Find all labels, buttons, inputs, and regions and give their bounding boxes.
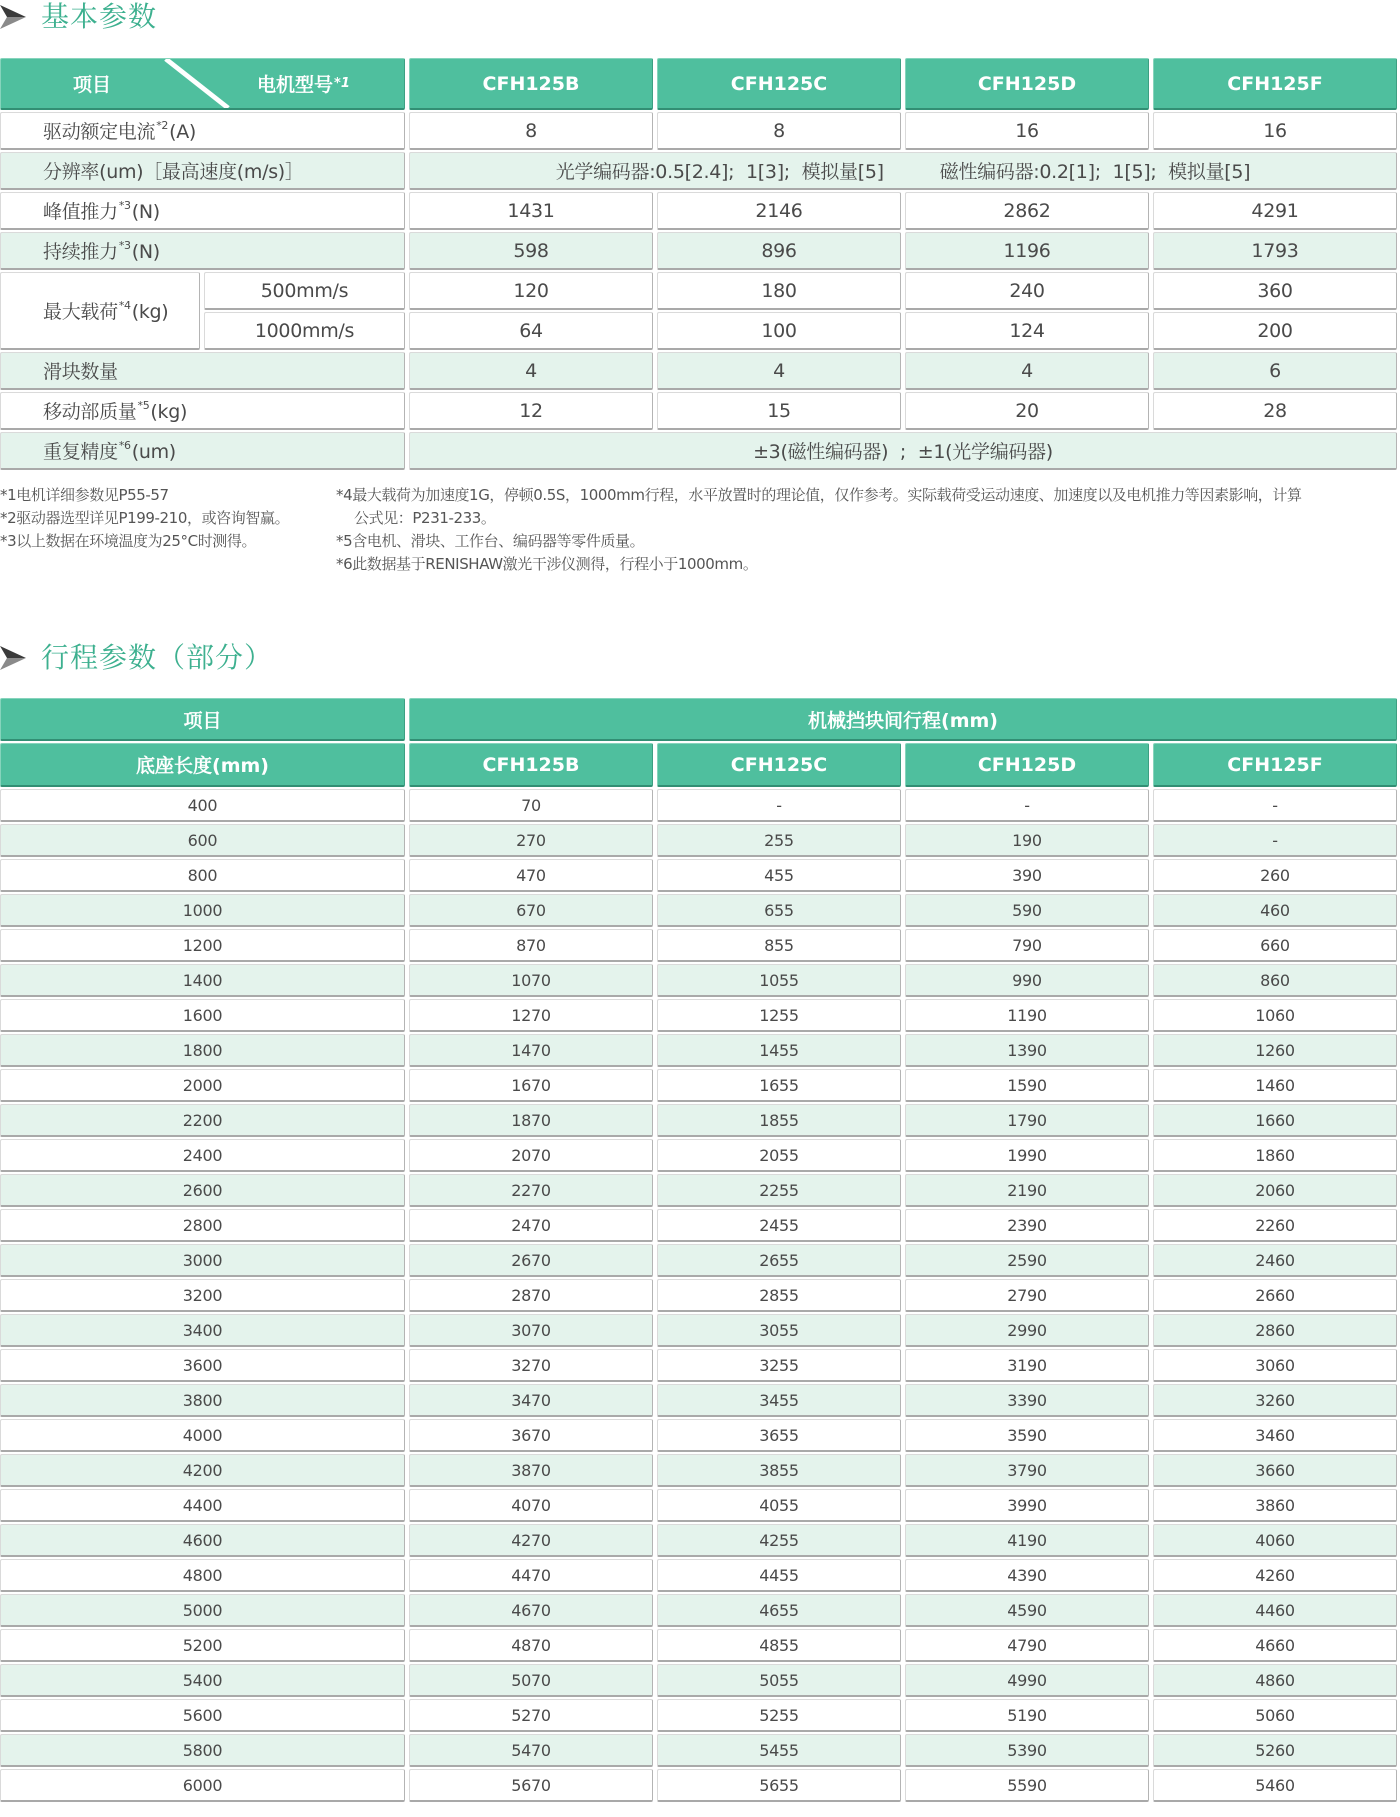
footnote: *3以上数据在环境温度为25°C时测得。: [0, 532, 257, 550]
stroke-params-table: [0, 698, 1397, 1802]
stroke-value-cfh125c: 2655: [657, 1244, 901, 1277]
stroke-value-cfh125c: 455: [657, 859, 901, 892]
stroke-value-cfh125b: 4270: [409, 1524, 653, 1557]
stroke-value-cfh125c: -: [657, 789, 901, 822]
stroke-value-cfh125f: 860: [1153, 964, 1397, 997]
resolution-value: [409, 152, 1397, 190]
peak-force-value: 1431: [409, 192, 653, 230]
stroke-value-cfh125f: -: [1153, 789, 1397, 822]
base-length-cell: 2800: [0, 1209, 405, 1242]
max-load-value: 124: [905, 312, 1149, 350]
stroke-value-cfh125f: 1660: [1153, 1104, 1397, 1137]
footnote-ref: *2: [156, 119, 169, 132]
stroke-value-cfh125b: 1670: [409, 1069, 653, 1102]
model-header-cfh125c: CFH125C: [657, 743, 901, 787]
row-label-continuous-force: [0, 232, 405, 270]
max-load-value: 100: [657, 312, 901, 350]
footnote: *6此数据基于RENISHAW激光干涉仪测得，行程小于1000mm。: [336, 555, 758, 573]
base-length-cell: 3400: [0, 1314, 405, 1347]
stroke-value-cfh125d: 2390: [905, 1209, 1149, 1242]
stroke-value-cfh125f: 4660: [1153, 1629, 1397, 1662]
footnote-ref: *3: [118, 199, 131, 212]
peak-force-value: 4291: [1153, 192, 1397, 230]
stroke-value-cfh125c: 3655: [657, 1419, 901, 1452]
base-length-cell: 3000: [0, 1244, 405, 1277]
stroke-value-cfh125c: 2255: [657, 1174, 901, 1207]
stroke-value-cfh125c: 3855: [657, 1454, 901, 1487]
stroke-value-cfh125c: 2455: [657, 1209, 901, 1242]
drive-current-value: 8: [657, 112, 901, 150]
label-text: 持续推力: [43, 241, 118, 263]
base-length-cell: 1000: [0, 894, 405, 927]
stroke-value-cfh125b: 2070: [409, 1139, 653, 1172]
item-header-label: 项目: [73, 74, 112, 96]
stroke-value-cfh125c: 5655: [657, 1769, 901, 1802]
label-group: [43, 397, 187, 424]
model-header-cfh125f: CFH125F: [1153, 743, 1397, 787]
max-load-value: 64: [409, 312, 653, 350]
stroke-value-cfh125f: 5060: [1153, 1699, 1397, 1732]
stroke-value-cfh125b: 1870: [409, 1104, 653, 1137]
stroke-value-cfh125d: 4990: [905, 1664, 1149, 1697]
base-length-cell: 800: [0, 859, 405, 892]
stroke-value-cfh125c: 855: [657, 929, 901, 962]
stroke-value-cfh125d: 5390: [905, 1734, 1149, 1767]
footnote-ref: *4: [118, 299, 131, 312]
stroke-value-cfh125d: 1190: [905, 999, 1149, 1032]
footnote: *2驱动器选型详见P199-210，或咨询智赢。: [0, 509, 290, 527]
continuous-force-value: 896: [657, 232, 901, 270]
stroke-value-cfh125f: 2860: [1153, 1314, 1397, 1347]
label-group: [43, 297, 168, 324]
label-unit: (N): [131, 201, 160, 223]
stroke-value-cfh125c: 4455: [657, 1559, 901, 1592]
base-length-cell: 5600: [0, 1699, 405, 1732]
max-load-speed-label: 500mm/s: [204, 272, 405, 310]
stroke-value-cfh125b: 470: [409, 859, 653, 892]
base-length-cell: 4600: [0, 1524, 405, 1557]
model-header-cfh125d: CFH125D: [905, 58, 1149, 110]
stroke-value-cfh125f: 2060: [1153, 1174, 1397, 1207]
stroke-value-cfh125f: -: [1153, 824, 1397, 857]
row-label-max-load: [0, 272, 200, 350]
repeatability-text: ±3(磁性编码器) ; ±1(光学编码器): [753, 441, 1053, 463]
stroke-value-cfh125f: 4060: [1153, 1524, 1397, 1557]
row-label-slider-count: [0, 352, 405, 390]
stroke-value-cfh125c: 4255: [657, 1524, 901, 1557]
drive-current-value: 16: [1153, 112, 1397, 150]
stroke-value-cfh125c: 1455: [657, 1034, 901, 1067]
stroke-value-cfh125c: 3255: [657, 1349, 901, 1382]
row-label-moving-mass: [0, 392, 405, 430]
model-header-cfh125f: CFH125F: [1153, 58, 1397, 110]
stroke-value-cfh125b: 4670: [409, 1594, 653, 1627]
stroke-value-cfh125c: 5455: [657, 1734, 901, 1767]
stroke-value-cfh125d: 3190: [905, 1349, 1149, 1382]
section-title-text: 行程参数（部分）: [41, 641, 274, 674]
stroke-value-cfh125f: 3460: [1153, 1419, 1397, 1452]
stroke-range-header: 机械挡块间行程(mm): [409, 698, 1397, 741]
model-header-cfh125c: CFH125C: [657, 58, 901, 110]
stroke-value-cfh125d: 590: [905, 894, 1149, 927]
motor-model-header-label: 电机型号: [257, 74, 334, 96]
base-length-cell: 4400: [0, 1489, 405, 1522]
max-load-value: 360: [1153, 272, 1397, 310]
max-load-speed-label: 1000mm/s: [204, 312, 405, 350]
model-header-cfh125b: CFH125B: [409, 58, 653, 110]
stroke-value-cfh125f: 1060: [1153, 999, 1397, 1032]
base-length-cell: 5000: [0, 1594, 405, 1627]
base-length-cell: 4200: [0, 1454, 405, 1487]
label-text: 移动部质量: [43, 401, 137, 423]
footnote-ref: *3: [118, 239, 131, 252]
stroke-value-cfh125f: 660: [1153, 929, 1397, 962]
continuous-force-value: 598: [409, 232, 653, 270]
base-length-cell: 5200: [0, 1629, 405, 1662]
stroke-value-cfh125f: 2660: [1153, 1279, 1397, 1312]
footnote-continuation: 公式见：P231-233。: [354, 509, 496, 527]
stroke-value-cfh125b: 4070: [409, 1489, 653, 1522]
base-length-header: 底座长度(mm): [0, 743, 405, 787]
stroke-value-cfh125d: 190: [905, 824, 1149, 857]
stroke-value-cfh125b: 2470: [409, 1209, 653, 1242]
stroke-value-cfh125b: 1470: [409, 1034, 653, 1067]
stroke-value-cfh125b: 1270: [409, 999, 653, 1032]
stroke-value-cfh125d: 790: [905, 929, 1149, 962]
label-unit: (A): [169, 121, 197, 143]
stroke-value-cfh125d: 5590: [905, 1769, 1149, 1802]
stroke-value-cfh125d: 2590: [905, 1244, 1149, 1277]
stroke-value-cfh125c: 5055: [657, 1664, 901, 1697]
moving-mass-value: 12: [409, 392, 653, 430]
slider-count-value: 6: [1153, 352, 1397, 390]
stroke-value-cfh125b: 2670: [409, 1244, 653, 1277]
stroke-value-cfh125c: 4655: [657, 1594, 901, 1627]
stroke-value-cfh125c: 1855: [657, 1104, 901, 1137]
label-text: 重复精度: [43, 441, 118, 463]
slider-count-value: 4: [409, 352, 653, 390]
stroke-value-cfh125c: 1655: [657, 1069, 901, 1102]
stroke-value-cfh125b: 5470: [409, 1734, 653, 1767]
slider-count-value: 4: [657, 352, 901, 390]
section-title-text: 基本参数: [41, 0, 158, 33]
stroke-value-cfh125f: 260: [1153, 859, 1397, 892]
stroke-value-cfh125d: 5190: [905, 1699, 1149, 1732]
item-header-label: 项目: [0, 698, 405, 741]
stroke-value-cfh125b: 70: [409, 789, 653, 822]
stroke-value-cfh125f: 5260: [1153, 1734, 1397, 1767]
label-group: [43, 437, 176, 464]
stroke-value-cfh125f: 2460: [1153, 1244, 1397, 1277]
stroke-value-cfh125b: 3070: [409, 1314, 653, 1347]
row-label-resolution: [0, 152, 405, 190]
stroke-value-cfh125f: 1460: [1153, 1069, 1397, 1102]
stroke-value-cfh125b: 3270: [409, 1349, 653, 1382]
stroke-value-cfh125b: 1070: [409, 964, 653, 997]
drive-current-value: 8: [409, 112, 653, 150]
label-unit: (kg): [150, 401, 188, 423]
max-load-value: 180: [657, 272, 901, 310]
stroke-value-cfh125b: 2870: [409, 1279, 653, 1312]
footnotes-right: [336, 484, 1398, 576]
continuous-force-value: 1793: [1153, 232, 1397, 270]
label-text: 最大载荷: [43, 301, 118, 323]
stroke-value-cfh125f: 3660: [1153, 1454, 1397, 1487]
stroke-value-cfh125f: 4460: [1153, 1594, 1397, 1627]
stroke-value-cfh125d: 4590: [905, 1594, 1149, 1627]
moving-mass-value: 20: [905, 392, 1149, 430]
stroke-value-cfh125c: 3455: [657, 1384, 901, 1417]
label-unit: (um): [131, 441, 176, 463]
moving-mass-value: 15: [657, 392, 901, 430]
footnote-ref: *6: [118, 439, 131, 452]
stroke-value-cfh125f: 5460: [1153, 1769, 1397, 1802]
stroke-value-cfh125d: 3390: [905, 1384, 1149, 1417]
label-text: 峰值推力: [43, 201, 118, 223]
stroke-value-cfh125d: 1390: [905, 1034, 1149, 1067]
stroke-value-cfh125f: 3860: [1153, 1489, 1397, 1522]
stroke-value-cfh125d: 4390: [905, 1559, 1149, 1592]
row-label-repeatability: [0, 432, 405, 470]
moving-mass-value: 28: [1153, 392, 1397, 430]
footnote: *5含电机、滑块、工作台、编码器等零件质量。: [336, 532, 645, 550]
optical-encoder-resolution: 光学编码器:0.5[2.4]; 1[3]; 模拟量[5]: [555, 161, 884, 183]
section-title-basic-params: [0, 0, 420, 34]
base-length-cell: 5400: [0, 1664, 405, 1697]
base-length-cell: 1400: [0, 964, 405, 997]
stroke-value-cfh125c: 3055: [657, 1314, 901, 1347]
base-length-cell: 2200: [0, 1104, 405, 1137]
base-length-cell: 1800: [0, 1034, 405, 1067]
stroke-value-cfh125f: 4260: [1153, 1559, 1397, 1592]
stroke-value-cfh125f: 3060: [1153, 1349, 1397, 1382]
item-model-corner-header: [0, 58, 405, 110]
stroke-value-cfh125b: 3870: [409, 1454, 653, 1487]
stroke-value-cfh125c: 2055: [657, 1139, 901, 1172]
stroke-value-cfh125c: 1255: [657, 999, 901, 1032]
base-length-cell: 3200: [0, 1279, 405, 1312]
stroke-value-cfh125b: 270: [409, 824, 653, 857]
label-group: [43, 117, 196, 144]
stroke-value-cfh125f: 1860: [1153, 1139, 1397, 1172]
stroke-value-cfh125d: 4790: [905, 1629, 1149, 1662]
footnote: *4最大载荷为加速度1G，停顿0.5S，1000mm行程，水平放置时的理论值，仅作参考。实际载荷受运动速度、加速度以及电机推力等因素影响，计算: [336, 486, 1302, 504]
base-length-cell: 2000: [0, 1069, 405, 1102]
stroke-value-cfh125f: 4860: [1153, 1664, 1397, 1697]
stroke-value-cfh125d: 1990: [905, 1139, 1149, 1172]
base-length-cell: 600: [0, 824, 405, 857]
stroke-value-cfh125c: 5255: [657, 1699, 901, 1732]
stroke-value-cfh125f: 3260: [1153, 1384, 1397, 1417]
model-header-cfh125d: CFH125D: [905, 743, 1149, 787]
stroke-value-cfh125d: -: [905, 789, 1149, 822]
base-length-cell: 400: [0, 789, 405, 822]
base-length-cell: 3800: [0, 1384, 405, 1417]
label-text: 滑块数量: [43, 361, 118, 383]
stroke-value-cfh125f: 2260: [1153, 1209, 1397, 1242]
motor-model-header: 电机型号 *1: [257, 59, 351, 108]
label-text: 驱动额定电流: [43, 121, 156, 143]
triangle-arrow-icon: [0, 5, 26, 29]
stroke-value-cfh125d: 3590: [905, 1419, 1149, 1452]
row-label-peak-force: [0, 192, 405, 230]
stroke-value-cfh125d: 2190: [905, 1174, 1149, 1207]
max-load-value: 120: [409, 272, 653, 310]
stroke-value-cfh125b: 4470: [409, 1559, 653, 1592]
stroke-value-cfh125d: 1590: [905, 1069, 1149, 1102]
label-group: [43, 197, 160, 224]
stroke-value-cfh125b: 3670: [409, 1419, 653, 1452]
continuous-force-value: 1196: [905, 232, 1149, 270]
stroke-value-cfh125d: 2790: [905, 1279, 1149, 1312]
stroke-value-cfh125d: 3990: [905, 1489, 1149, 1522]
stroke-value-cfh125d: 3790: [905, 1454, 1149, 1487]
base-length-cell: 5800: [0, 1734, 405, 1767]
label-unit: (N): [131, 241, 160, 263]
stroke-value-cfh125b: 5070: [409, 1664, 653, 1697]
stroke-value-cfh125c: 255: [657, 824, 901, 857]
stroke-value-cfh125d: 390: [905, 859, 1149, 892]
section-title-stroke-params: [0, 641, 420, 675]
base-length-cell: 2400: [0, 1139, 405, 1172]
stroke-value-cfh125b: 2270: [409, 1174, 653, 1207]
base-length-cell: 3600: [0, 1349, 405, 1382]
base-length-cell: 4000: [0, 1419, 405, 1452]
stroke-value-cfh125b: 5670: [409, 1769, 653, 1802]
label-text: 分辨率(um)［最高速度(m/s)］: [43, 161, 304, 183]
max-load-value: 240: [905, 272, 1149, 310]
stroke-value-cfh125b: 5270: [409, 1699, 653, 1732]
footnotes-left: [0, 484, 332, 553]
footnote: *1电机详细参数见P55-57: [0, 486, 169, 504]
stroke-value-cfh125d: 2990: [905, 1314, 1149, 1347]
slider-count-value: 4: [905, 352, 1149, 390]
stroke-value-cfh125f: 1260: [1153, 1034, 1397, 1067]
triangle-arrow-icon: [0, 646, 26, 670]
label-group: [43, 237, 160, 264]
base-length-cell: 1600: [0, 999, 405, 1032]
label-unit: (kg): [131, 301, 169, 323]
repeatability-value: [409, 432, 1397, 470]
magnetic-encoder-resolution: 磁性编码器:0.2[1]; 1[5]; 模拟量[5]: [939, 161, 1251, 183]
peak-force-value: 2862: [905, 192, 1149, 230]
stroke-value-cfh125b: 870: [409, 929, 653, 962]
stroke-value-cfh125b: 670: [409, 894, 653, 927]
footnote-ref: *5: [137, 399, 150, 412]
stroke-value-cfh125f: 460: [1153, 894, 1397, 927]
stroke-value-cfh125d: 1790: [905, 1104, 1149, 1137]
base-length-cell: 6000: [0, 1769, 405, 1802]
stroke-value-cfh125d: 4190: [905, 1524, 1149, 1557]
stroke-value-cfh125d: 990: [905, 964, 1149, 997]
drive-current-value: 16: [905, 112, 1149, 150]
stroke-value-cfh125c: 1055: [657, 964, 901, 997]
base-length-cell: 2600: [0, 1174, 405, 1207]
stroke-value-cfh125c: 655: [657, 894, 901, 927]
max-load-value: 200: [1153, 312, 1397, 350]
basic-params-table: [0, 58, 1397, 470]
base-length-cell: 1200: [0, 929, 405, 962]
stroke-value-cfh125c: 2855: [657, 1279, 901, 1312]
stroke-value-cfh125c: 4855: [657, 1629, 901, 1662]
row-label-drive-current: [0, 112, 405, 150]
peak-force-value: 2146: [657, 192, 901, 230]
base-length-cell: 4800: [0, 1559, 405, 1592]
stroke-value-cfh125b: 3470: [409, 1384, 653, 1417]
stroke-value-cfh125c: 4055: [657, 1489, 901, 1522]
model-header-cfh125b: CFH125B: [409, 743, 653, 787]
stroke-value-cfh125b: 4870: [409, 1629, 653, 1662]
